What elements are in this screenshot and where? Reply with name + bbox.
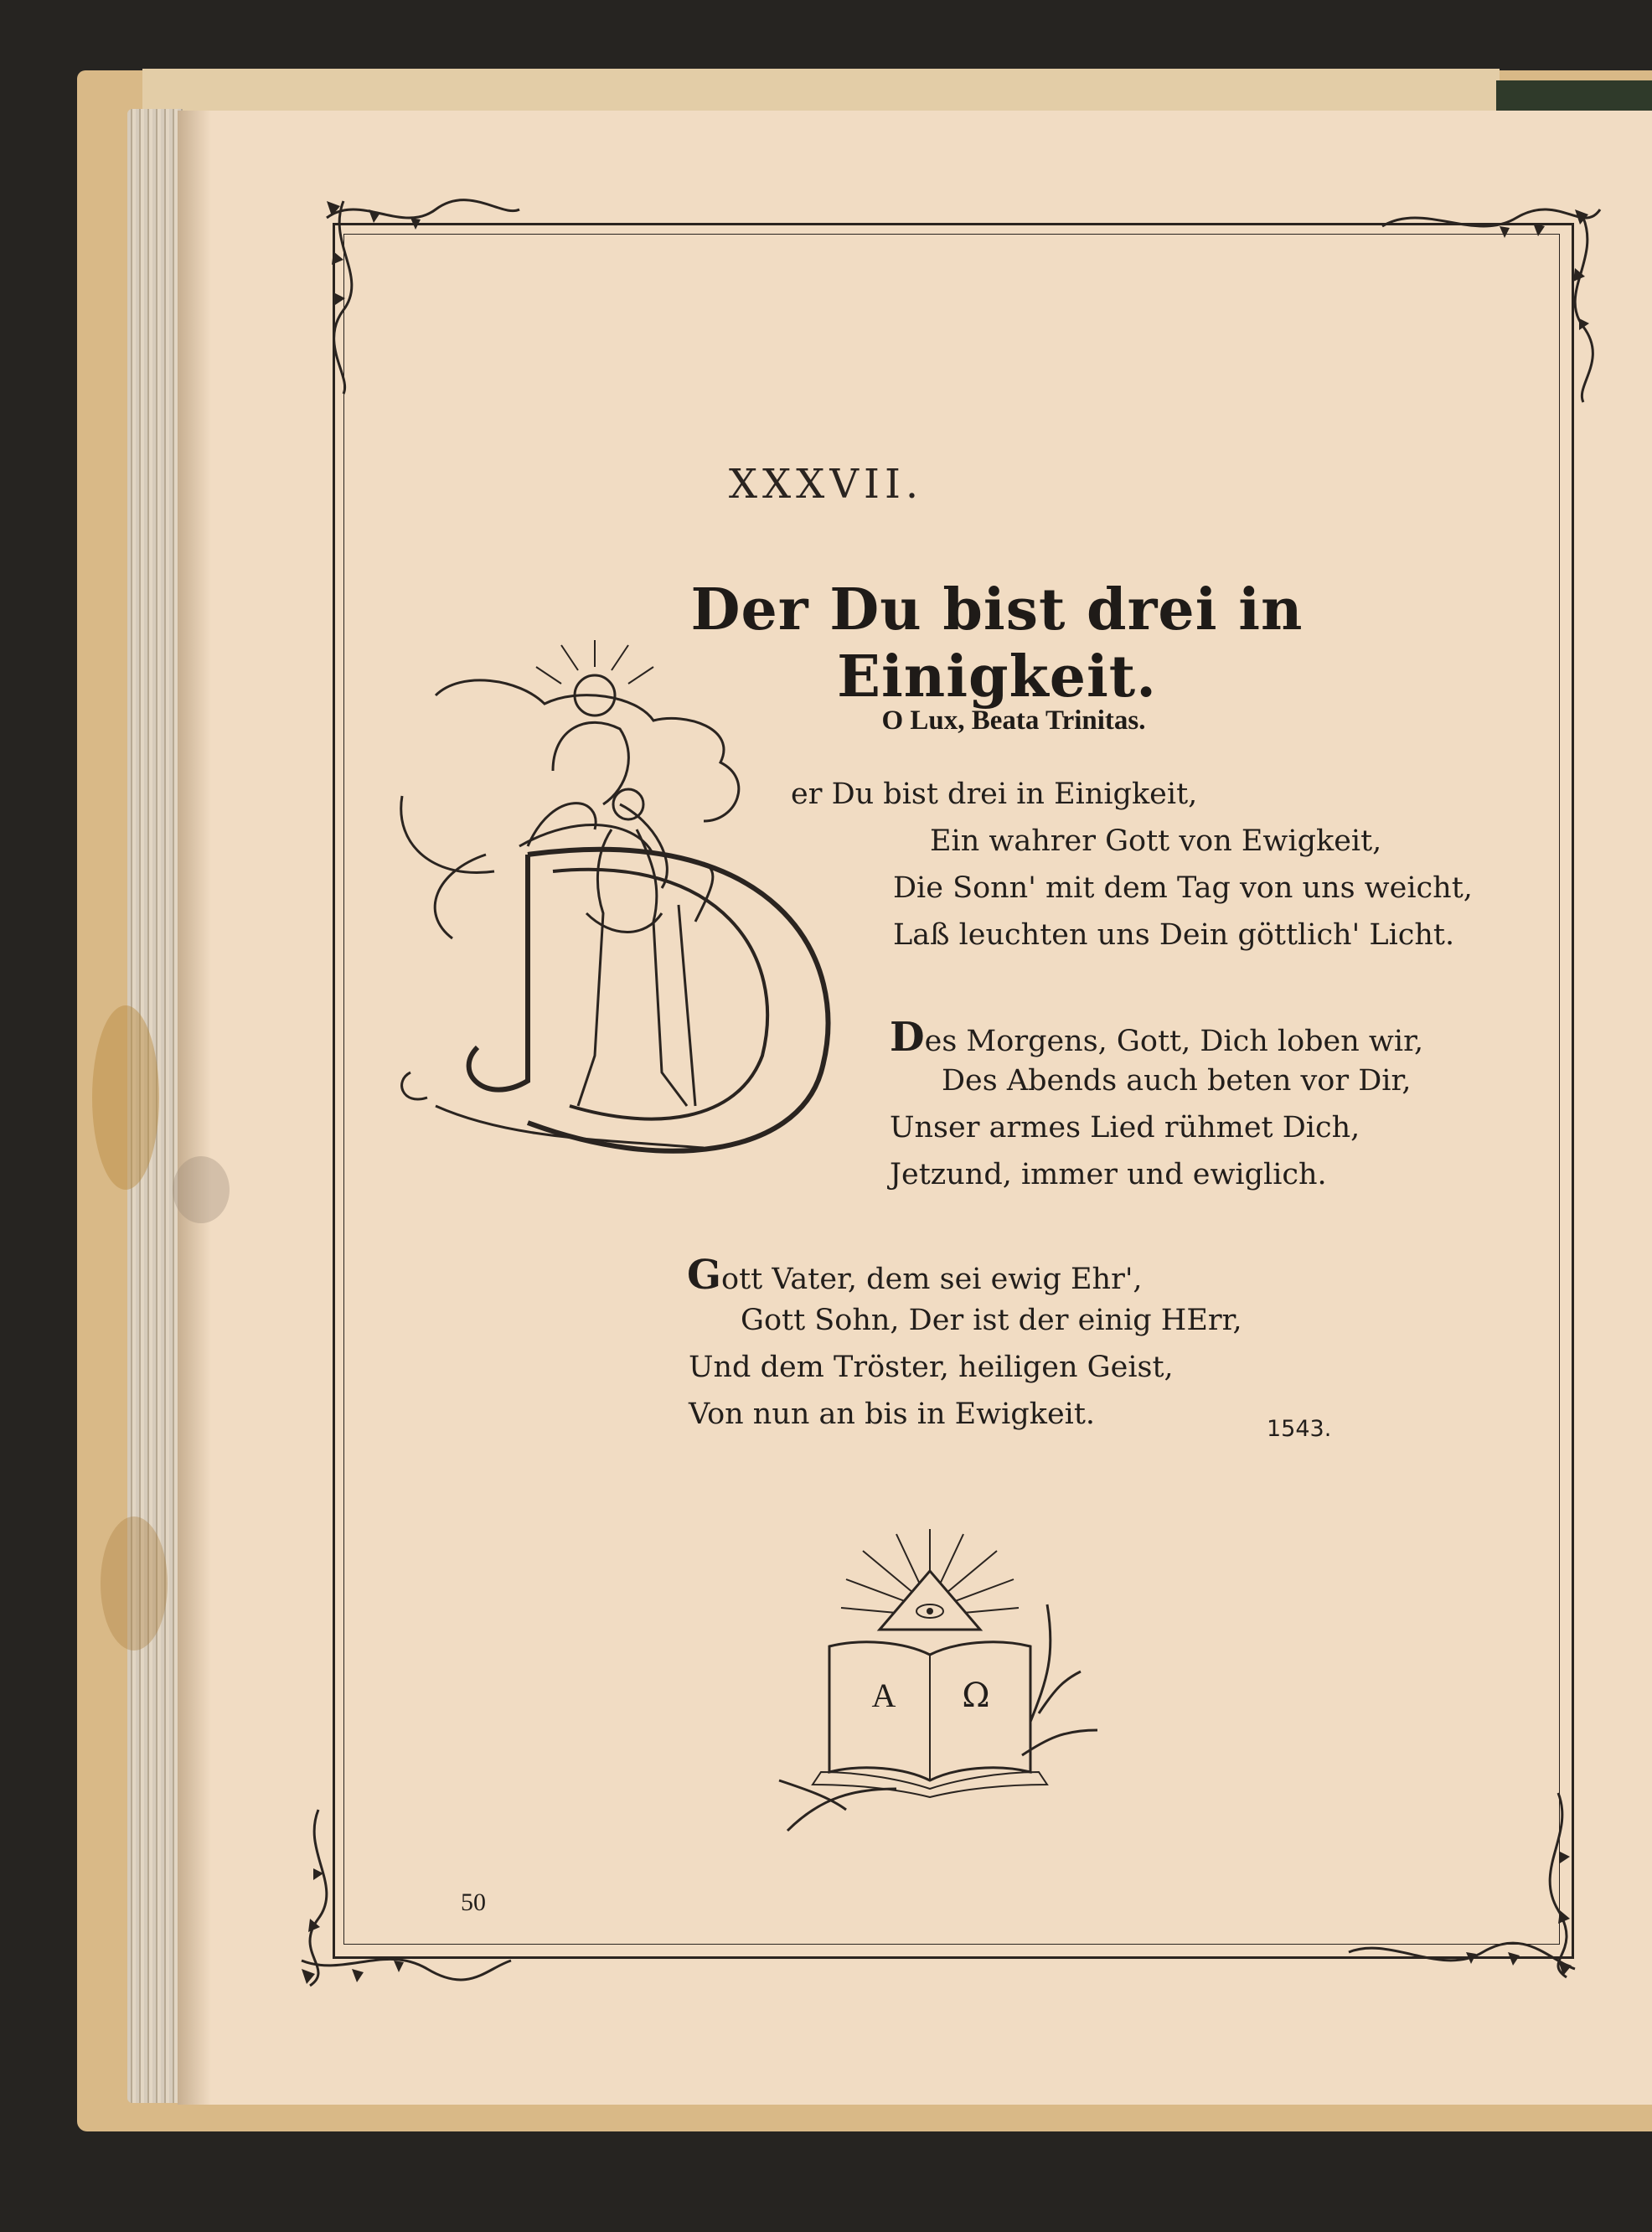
- stanza-1-line-4: Laß leuchten uns Dein göttlich' Licht.: [893, 918, 1455, 952]
- corner-ornament-top-right: [1374, 193, 1608, 411]
- alpha-omega-emblem: [771, 1521, 1123, 1839]
- stanza-3-line-3: Und dem Tröster, heiligen Geist,: [689, 1351, 1174, 1384]
- corner-ornament-top-left: [310, 184, 528, 402]
- stanza-3-line-2: Gott Sohn, Der ist der einig HErr,: [741, 1304, 1242, 1337]
- hymn-subtitle: O Lux, Beata Trinitas.: [881, 705, 1146, 736]
- page-number: 50: [461, 1888, 486, 1916]
- alpha-letter: A: [871, 1677, 896, 1714]
- stanza-2-line-1: Des Morgens, Gott, Dich loben wir,: [890, 1014, 1424, 1061]
- stanza-3-line-1: Gott Vater, dem sei ewig Ehr',: [687, 1252, 1143, 1299]
- stanza-1-line-3: Die Sonn' mit dem Tag von uns weicht,: [893, 871, 1473, 905]
- hymn-year: 1543.: [1267, 1416, 1332, 1442]
- stanza-2-line-3: Unser armes Lied rühmet Dich,: [890, 1111, 1360, 1144]
- illustrated-initial-d: [385, 637, 854, 1190]
- chapter-number: XXXVII.: [728, 461, 924, 508]
- corner-ornament-bottom-right: [1340, 1785, 1592, 1994]
- stanza-2-dropcap: D: [890, 1014, 925, 1061]
- stanza-2-line-4: Jetzund, immer und ewiglich.: [890, 1158, 1327, 1191]
- hymn-title: Der Du bist drei in Einigkeit.: [690, 576, 1304, 710]
- omega-letter: Ω: [962, 1677, 990, 1715]
- stanza-3-line-4: Von nun an bis in Ewigkeit.: [689, 1398, 1096, 1431]
- stanza-2-line-2: Des Abends auch beten vor Dir,: [942, 1064, 1412, 1098]
- stanza-1-line-2: Ein wahrer Gott von Ewigkeit,: [930, 824, 1382, 858]
- stanza-1-dropcap: [536, 846, 563, 885]
- stanza-3-dropcap: G: [687, 1252, 721, 1299]
- stanza-1-line-1: er Du bist drei in Einigkeit,: [791, 778, 1198, 811]
